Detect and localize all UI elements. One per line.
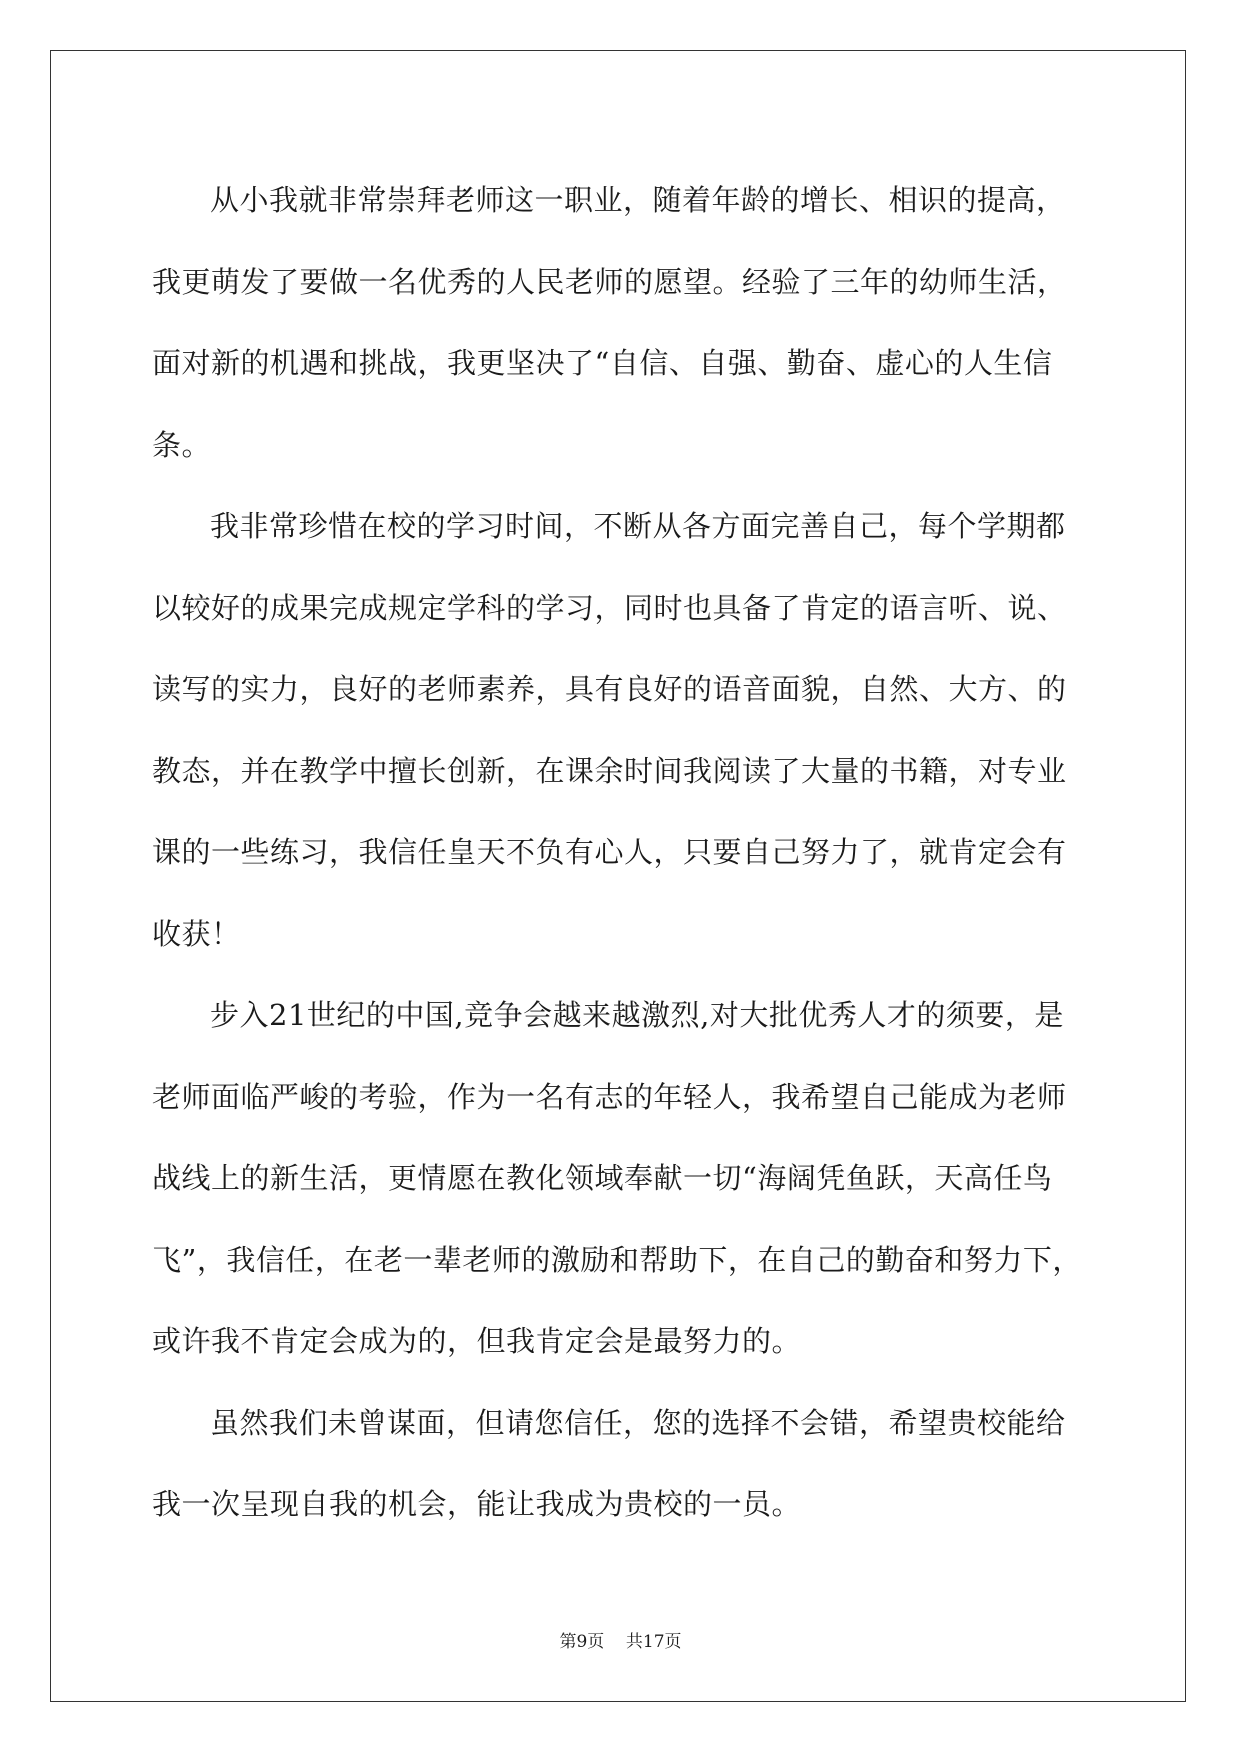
current-page-label: 第9页 [559, 1632, 605, 1652]
page-footer [0, 1627, 1241, 1652]
paragraph: 从小我就非常崇拜老师这一职业，随着年龄的增长、相识的提高，我更萌发了要做一名优秀的人民老师的愿望。经验了三年的幼师生活，面对新的机遇和挑战，我更坚决了“自信、自强、勤奋、虚心的人生信条。 [152, 183, 1067, 462]
total-pages-label: 共17页 [625, 1632, 682, 1652]
paragraph: 步入21世纪的中国,竞争会越来越激烈,对大批优秀人才的须要，是老师面临严峻的考验，作为一名有志的年轻人，我希望自己能成为老师战线上的新生活，更情愿在教化领域奉献一切“海阔凭鱼跃，天高任鸟飞”，我信任，在老一辈老师的激励和帮助下，在自己的勤奋和努力下，或许我不肯定会成为的，但我肯定会是最努力的。 [152, 998, 1082, 1358]
document-body [152, 160, 1092, 1546]
paragraph: 虽然我们未曾谋面，但请您信任，您的选择不会错，希望贵校能给我一次呈现自我的机会，能让我成为贵校的一员。 [152, 1405, 1066, 1521]
paragraph: 我非常珍惜在校的学习时间，不断从各方面完善自己，每个学期都以较好的成果完成规定学科的学习，同时也具备了肯定的语言听、说、读写的实力，良好的老师素养，具有良好的语音面貌，自然、大方、的教态，并在教学中擅长创新，在课余时间我阅读了大量的书籍，对专业课的一些练习，我信任皇天不负有心人，只要自己努力了，就肯定会有收获！ [152, 509, 1067, 951]
